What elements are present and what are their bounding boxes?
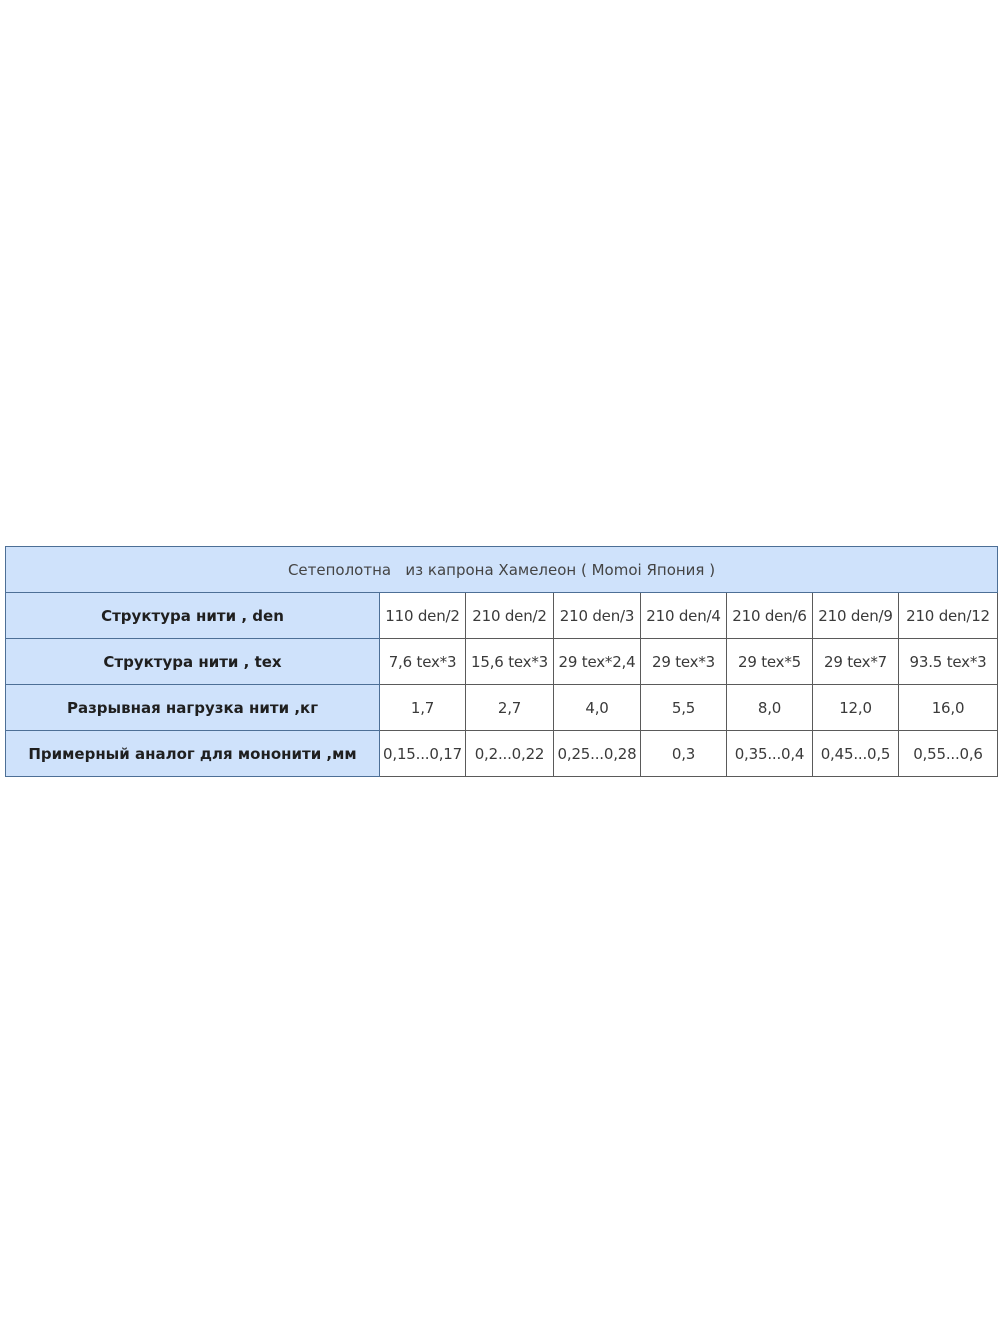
table-cell: 0,45...0,5 — [813, 731, 899, 777]
table-cell: 5,5 — [641, 685, 727, 731]
table-cell: 1,7 — [380, 685, 466, 731]
table-cell: 29 tex*2,4 — [554, 639, 641, 685]
row-label-breaking-load: Разрывная нагрузка нити ,кг — [6, 685, 380, 731]
table-cell: 16,0 — [899, 685, 998, 731]
table-cell: 29 tex*7 — [813, 639, 899, 685]
table-cell: 210 den/6 — [727, 593, 813, 639]
table-cell: 29 tex*5 — [727, 639, 813, 685]
table-cell: 12,0 — [813, 685, 899, 731]
table-row — [6, 593, 998, 639]
table-cell: 4,0 — [554, 685, 641, 731]
table-cell: 8,0 — [727, 685, 813, 731]
table-cell: 2,7 — [466, 685, 554, 731]
table-cell: 0,35...0,4 — [727, 731, 813, 777]
table-title-text: Сетеполотна из капрона Хамелеон ( Momoi Япония ) — [287, 560, 716, 579]
table-row — [6, 685, 998, 731]
table-cell: 210 den/3 — [554, 593, 641, 639]
row-label-tex: Структура нити , tex — [6, 639, 380, 685]
table-cell: 29 tex*3 — [641, 639, 727, 685]
table-cell: 0,3 — [641, 731, 727, 777]
table-row — [6, 639, 998, 685]
table-cell: 0,55...0,6 — [899, 731, 998, 777]
table-cell: 110 den/2 — [380, 593, 466, 639]
table-cell: 0,2...0,22 — [466, 731, 554, 777]
table-title — [6, 547, 998, 593]
table-cell: 15,6 tex*3 — [466, 639, 554, 685]
table-row — [6, 731, 998, 777]
table-cell: 93.5 tex*3 — [899, 639, 998, 685]
table-cell: 210 den/4 — [641, 593, 727, 639]
spec-table — [5, 546, 998, 777]
table-cell: 0,25...0,28 — [554, 731, 641, 777]
row-label-den: Структура нити , den — [6, 593, 380, 639]
table-cell: 7,6 tex*3 — [380, 639, 466, 685]
table-cell: 210 den/9 — [813, 593, 899, 639]
table-title-row — [6, 547, 998, 593]
table-cell: 0,15...0,17 — [380, 731, 466, 777]
row-label-monofilament-analog: Примерный аналог для мононити ,мм — [6, 731, 380, 777]
table-cell: 210 den/2 — [466, 593, 554, 639]
table-cell: 210 den/12 — [899, 593, 998, 639]
